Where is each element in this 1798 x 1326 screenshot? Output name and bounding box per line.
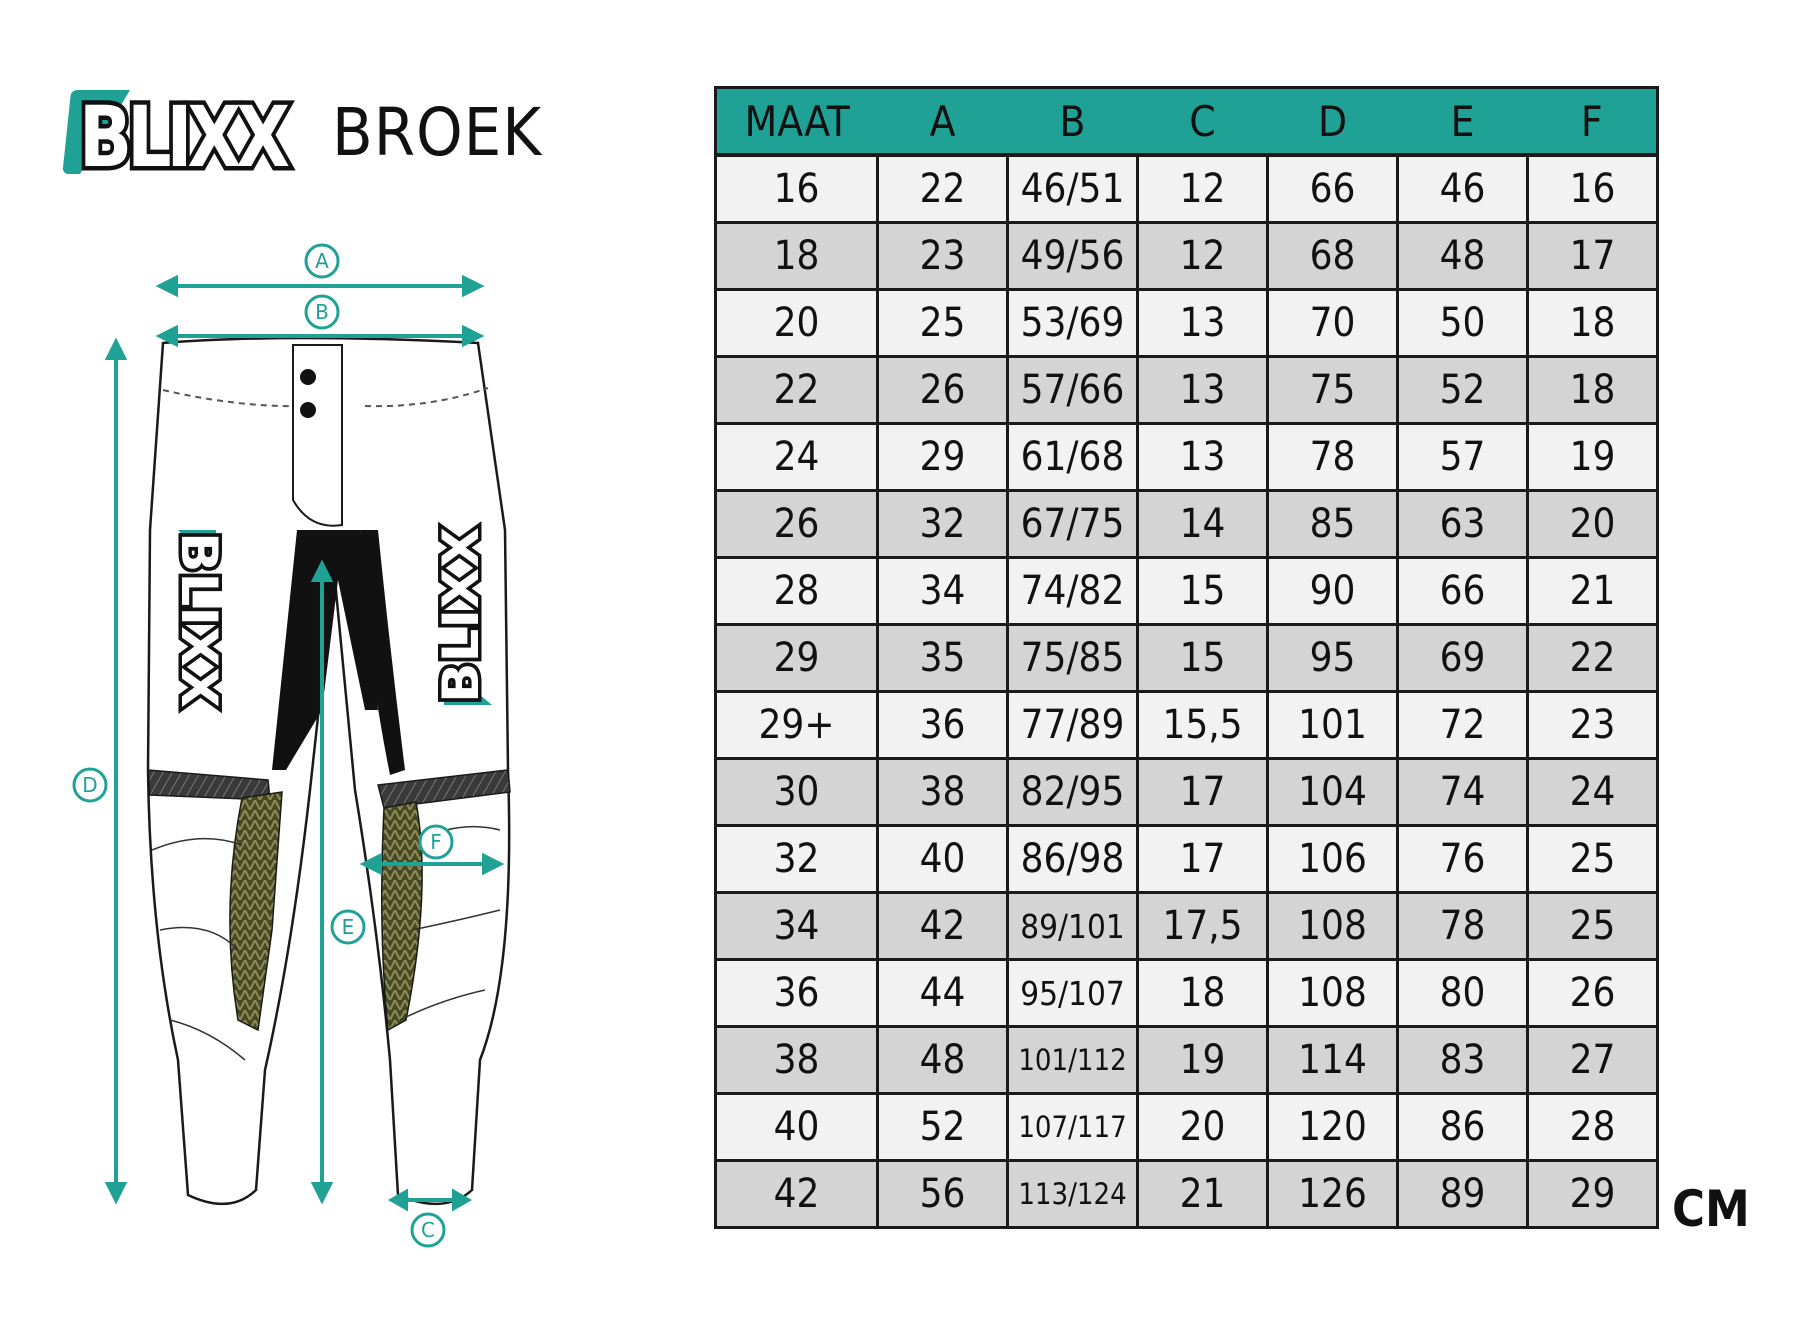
table-cell: 13 <box>1138 357 1268 424</box>
table-cell: 32 <box>716 826 878 893</box>
table-cell: 42 <box>878 893 1008 960</box>
table-cell: 29 <box>1528 1161 1658 1228</box>
label-e: E <box>341 915 355 939</box>
table-cell: 18 <box>1138 960 1268 1027</box>
table-cell: 67/75 <box>1008 491 1138 558</box>
table-cell: 89/101 <box>1008 893 1138 960</box>
table-row <box>716 357 1658 424</box>
table-cell: 17,5 <box>1138 893 1268 960</box>
table-cell: 28 <box>716 558 878 625</box>
column-header: C <box>1138 88 1268 156</box>
column-header: MAAT <box>716 88 878 156</box>
table-cell: 68 <box>1268 223 1398 290</box>
table-cell: 25 <box>878 290 1008 357</box>
table-cell: 34 <box>716 893 878 960</box>
table-cell: 29 <box>878 424 1008 491</box>
table-cell: 75/85 <box>1008 625 1138 692</box>
label-c: C <box>421 1218 435 1242</box>
brand-header <box>70 82 550 192</box>
table-cell: 25 <box>1528 826 1658 893</box>
blixx-logo-icon <box>70 82 300 186</box>
table-cell: 52 <box>1398 357 1528 424</box>
table-cell: 13 <box>1138 290 1268 357</box>
table-cell: 12 <box>1138 223 1268 290</box>
table-cell: 27 <box>1528 1027 1658 1094</box>
table-cell: 20 <box>1138 1094 1268 1161</box>
column-header: F <box>1528 88 1658 156</box>
table-cell: 22 <box>716 357 878 424</box>
table-cell: 76 <box>1398 826 1528 893</box>
table-cell: 69 <box>1398 625 1528 692</box>
table-row <box>716 424 1658 491</box>
table-cell: 48 <box>1398 223 1528 290</box>
table-cell: 108 <box>1268 960 1398 1027</box>
table-cell: 17 <box>1528 223 1658 290</box>
table-cell: 16 <box>716 155 878 223</box>
table-cell: 32 <box>878 491 1008 558</box>
table-row <box>716 960 1658 1027</box>
table-cell: 83 <box>1398 1027 1528 1094</box>
table-cell: 52 <box>878 1094 1008 1161</box>
table-cell: 82/95 <box>1008 759 1138 826</box>
table-cell: 26 <box>1528 960 1658 1027</box>
table-cell: 101/112 <box>1008 1027 1138 1094</box>
table-cell: 106 <box>1268 826 1398 893</box>
table-cell: 85 <box>1268 491 1398 558</box>
logo-text: BLIXX <box>79 88 290 186</box>
leg-logo-right-text: BLIXX <box>432 537 490 703</box>
table-cell: 40 <box>716 1094 878 1161</box>
table-cell: 34 <box>878 558 1008 625</box>
table-cell: 90 <box>1268 558 1398 625</box>
unit-label: CM <box>1672 1180 1750 1238</box>
table-cell: 108 <box>1268 893 1398 960</box>
table-cell: 15 <box>1138 558 1268 625</box>
table-cell: 25 <box>1528 893 1658 960</box>
table-cell: 15,5 <box>1138 692 1268 759</box>
table-cell: 95/107 <box>1008 960 1138 1027</box>
table-cell: 20 <box>1528 491 1658 558</box>
label-f: F <box>430 830 442 854</box>
table-cell: 22 <box>878 155 1008 223</box>
table-row <box>716 759 1658 826</box>
table-cell: 70 <box>1268 290 1398 357</box>
table-cell: 16 <box>1528 155 1658 223</box>
table-cell: 12 <box>1138 155 1268 223</box>
table-cell: 75 <box>1268 357 1398 424</box>
table-cell: 38 <box>878 759 1008 826</box>
table-cell: 63 <box>1398 491 1528 558</box>
table-cell: 78 <box>1268 424 1398 491</box>
table-cell: 24 <box>1528 759 1658 826</box>
table-row <box>716 290 1658 357</box>
label-b: B <box>315 300 329 324</box>
table-cell: 18 <box>1528 357 1658 424</box>
table-row <box>716 223 1658 290</box>
table-cell: 26 <box>716 491 878 558</box>
table-cell: 78 <box>1398 893 1528 960</box>
table-cell: 120 <box>1268 1094 1398 1161</box>
table-cell: 22 <box>1528 625 1658 692</box>
table-row <box>716 625 1658 692</box>
table-cell: 40 <box>878 826 1008 893</box>
table-cell: 36 <box>716 960 878 1027</box>
leg-logo-right <box>432 525 492 705</box>
column-header: D <box>1268 88 1398 156</box>
table-cell: 23 <box>1528 692 1658 759</box>
table-cell: 17 <box>1138 826 1268 893</box>
table-cell: 126 <box>1268 1161 1398 1228</box>
table-cell: 19 <box>1138 1027 1268 1094</box>
table-cell: 66 <box>1268 155 1398 223</box>
table-cell: 89 <box>1398 1161 1528 1228</box>
column-header: A <box>878 88 1008 156</box>
table-cell: 101 <box>1268 692 1398 759</box>
table-cell: 49/56 <box>1008 223 1138 290</box>
table-cell: 80 <box>1398 960 1528 1027</box>
leg-logo-left-text: BLIXX <box>170 532 228 698</box>
size-chart-table <box>714 86 1659 1229</box>
table-cell: 57 <box>1398 424 1528 491</box>
table-cell: 30 <box>716 759 878 826</box>
column-header: B <box>1008 88 1138 156</box>
table-cell: 46 <box>1398 155 1528 223</box>
table-cell: 42 <box>716 1161 878 1228</box>
table-row <box>716 826 1658 893</box>
table-cell: 56 <box>878 1161 1008 1228</box>
table-cell: 21 <box>1528 558 1658 625</box>
table-cell: 95 <box>1268 625 1398 692</box>
table-row <box>716 558 1658 625</box>
table-cell: 13 <box>1138 424 1268 491</box>
table-cell: 86 <box>1398 1094 1528 1161</box>
table-cell: 20 <box>716 290 878 357</box>
table-cell: 86/98 <box>1008 826 1138 893</box>
table-cell: 50 <box>1398 290 1528 357</box>
table-cell: 35 <box>878 625 1008 692</box>
table-cell: 18 <box>1528 290 1658 357</box>
table-cell: 17 <box>1138 759 1268 826</box>
table-cell: 19 <box>1528 424 1658 491</box>
table-row <box>716 155 1658 223</box>
table-cell: 113/124 <box>1008 1161 1138 1228</box>
table-cell: 29+ <box>716 692 878 759</box>
table-cell: 23 <box>878 223 1008 290</box>
table-cell: 44 <box>878 960 1008 1027</box>
page-title: BROEK <box>332 94 543 171</box>
table-cell: 104 <box>1268 759 1398 826</box>
table-row <box>716 1161 1658 1228</box>
table-cell: 18 <box>716 223 878 290</box>
label-d: D <box>82 773 98 797</box>
table-header-row <box>716 88 1658 156</box>
table-cell: 26 <box>878 357 1008 424</box>
table-cell: 36 <box>878 692 1008 759</box>
table-cell: 38 <box>716 1027 878 1094</box>
table-cell: 74 <box>1398 759 1528 826</box>
leg-logo-left <box>168 530 228 710</box>
table-cell: 57/66 <box>1008 357 1138 424</box>
table-cell: 14 <box>1138 491 1268 558</box>
table-cell: 66 <box>1398 558 1528 625</box>
pants-diagram-icon <box>60 230 530 1250</box>
table-cell: 72 <box>1398 692 1528 759</box>
table-row <box>716 491 1658 558</box>
table-cell: 114 <box>1268 1027 1398 1094</box>
table-row <box>716 893 1658 960</box>
table-cell: 53/69 <box>1008 290 1138 357</box>
table-cell: 48 <box>878 1027 1008 1094</box>
table-cell: 74/82 <box>1008 558 1138 625</box>
column-header: E <box>1398 88 1528 156</box>
table-row <box>716 692 1658 759</box>
table-row <box>716 1027 1658 1094</box>
label-a: A <box>315 249 329 273</box>
table-cell: 77/89 <box>1008 692 1138 759</box>
table-cell: 15 <box>1138 625 1268 692</box>
table-cell: 29 <box>716 625 878 692</box>
table-cell: 24 <box>716 424 878 491</box>
table-row <box>716 1094 1658 1161</box>
table-cell: 21 <box>1138 1161 1268 1228</box>
table-cell: 61/68 <box>1008 424 1138 491</box>
table-cell: 28 <box>1528 1094 1658 1161</box>
table-cell: 46/51 <box>1008 155 1138 223</box>
table-body <box>716 155 1658 1228</box>
table-cell: 107/117 <box>1008 1094 1138 1161</box>
